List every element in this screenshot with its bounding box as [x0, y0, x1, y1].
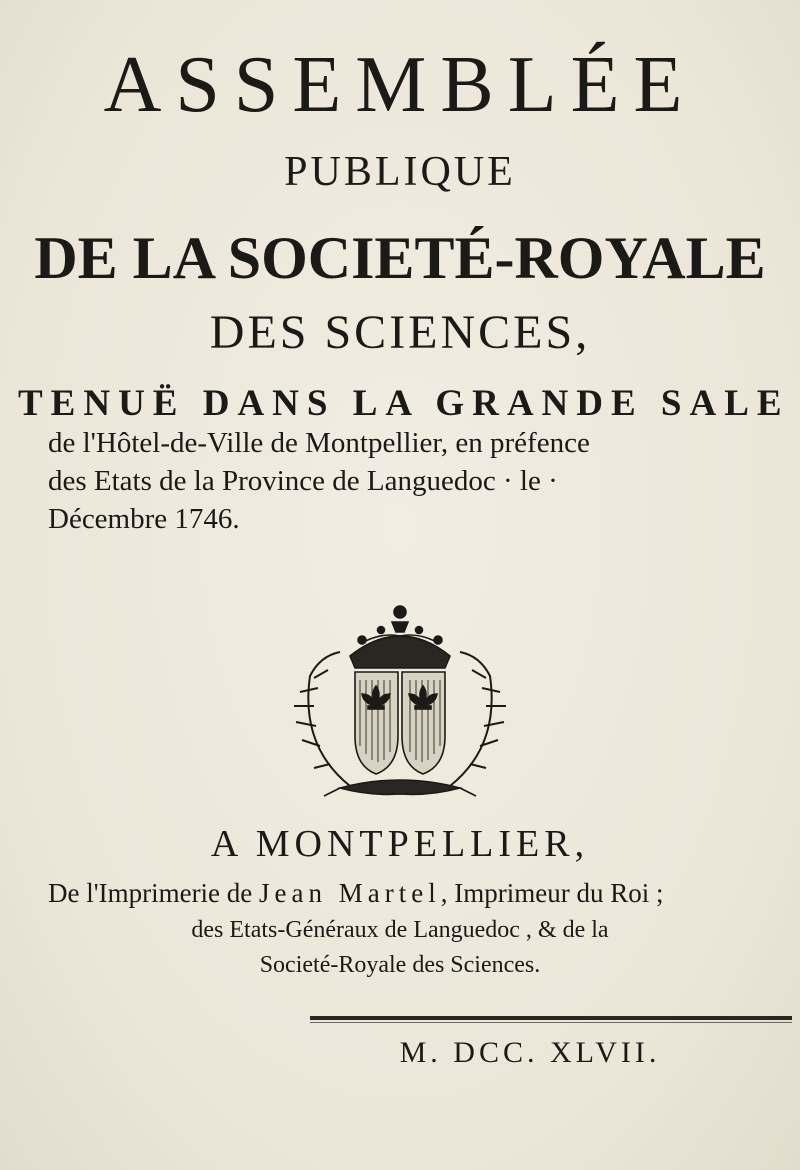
imprint-prefix: De l'Imprimerie de	[48, 878, 253, 908]
title-des-sciences: DES SCIENCES,	[209, 306, 591, 359]
fleur-de-lis-icon	[362, 686, 437, 709]
royal-arms-emblem	[280, 596, 520, 806]
publication-date: M. DCC. XLVII.	[399, 1036, 661, 1069]
subtitle-line-1: de l'Hôtel-de-Ville de Montpellier, en préfence	[48, 427, 590, 459]
divider-rule-thin	[310, 1022, 792, 1023]
imprint-place: A MONTPELLIER,	[210, 823, 590, 865]
imprint-line-2: des Etats-Généraux de Languedoc , & de la	[191, 917, 609, 943]
imprint-line-3: Societé-Royale des Sciences.	[259, 952, 541, 978]
laurel-branch-icon	[294, 652, 506, 786]
title-societe-royale: DE LA SOCIETÉ-ROYALE	[34, 225, 766, 291]
printer-name: Jean Martel	[259, 878, 441, 908]
title-assemblee: ASSEMBLÉE	[103, 41, 697, 129]
shield-icon	[355, 672, 445, 774]
imprint-line-1	[48, 878, 793, 909]
title-publique: PUBLIQUE	[284, 149, 516, 195]
subtitle-line-3: Décembre 1746.	[48, 503, 240, 535]
subtitle-heading: TENUË DANS LA GRANDE SALE	[18, 383, 790, 424]
divider-rule	[310, 1016, 792, 1020]
imprint-suffix: , Imprimeur du Roi ;	[440, 878, 664, 908]
crown-icon	[350, 606, 450, 668]
subtitle-line-2: des Etats de la Province de Languedoc · le ·	[48, 465, 558, 497]
